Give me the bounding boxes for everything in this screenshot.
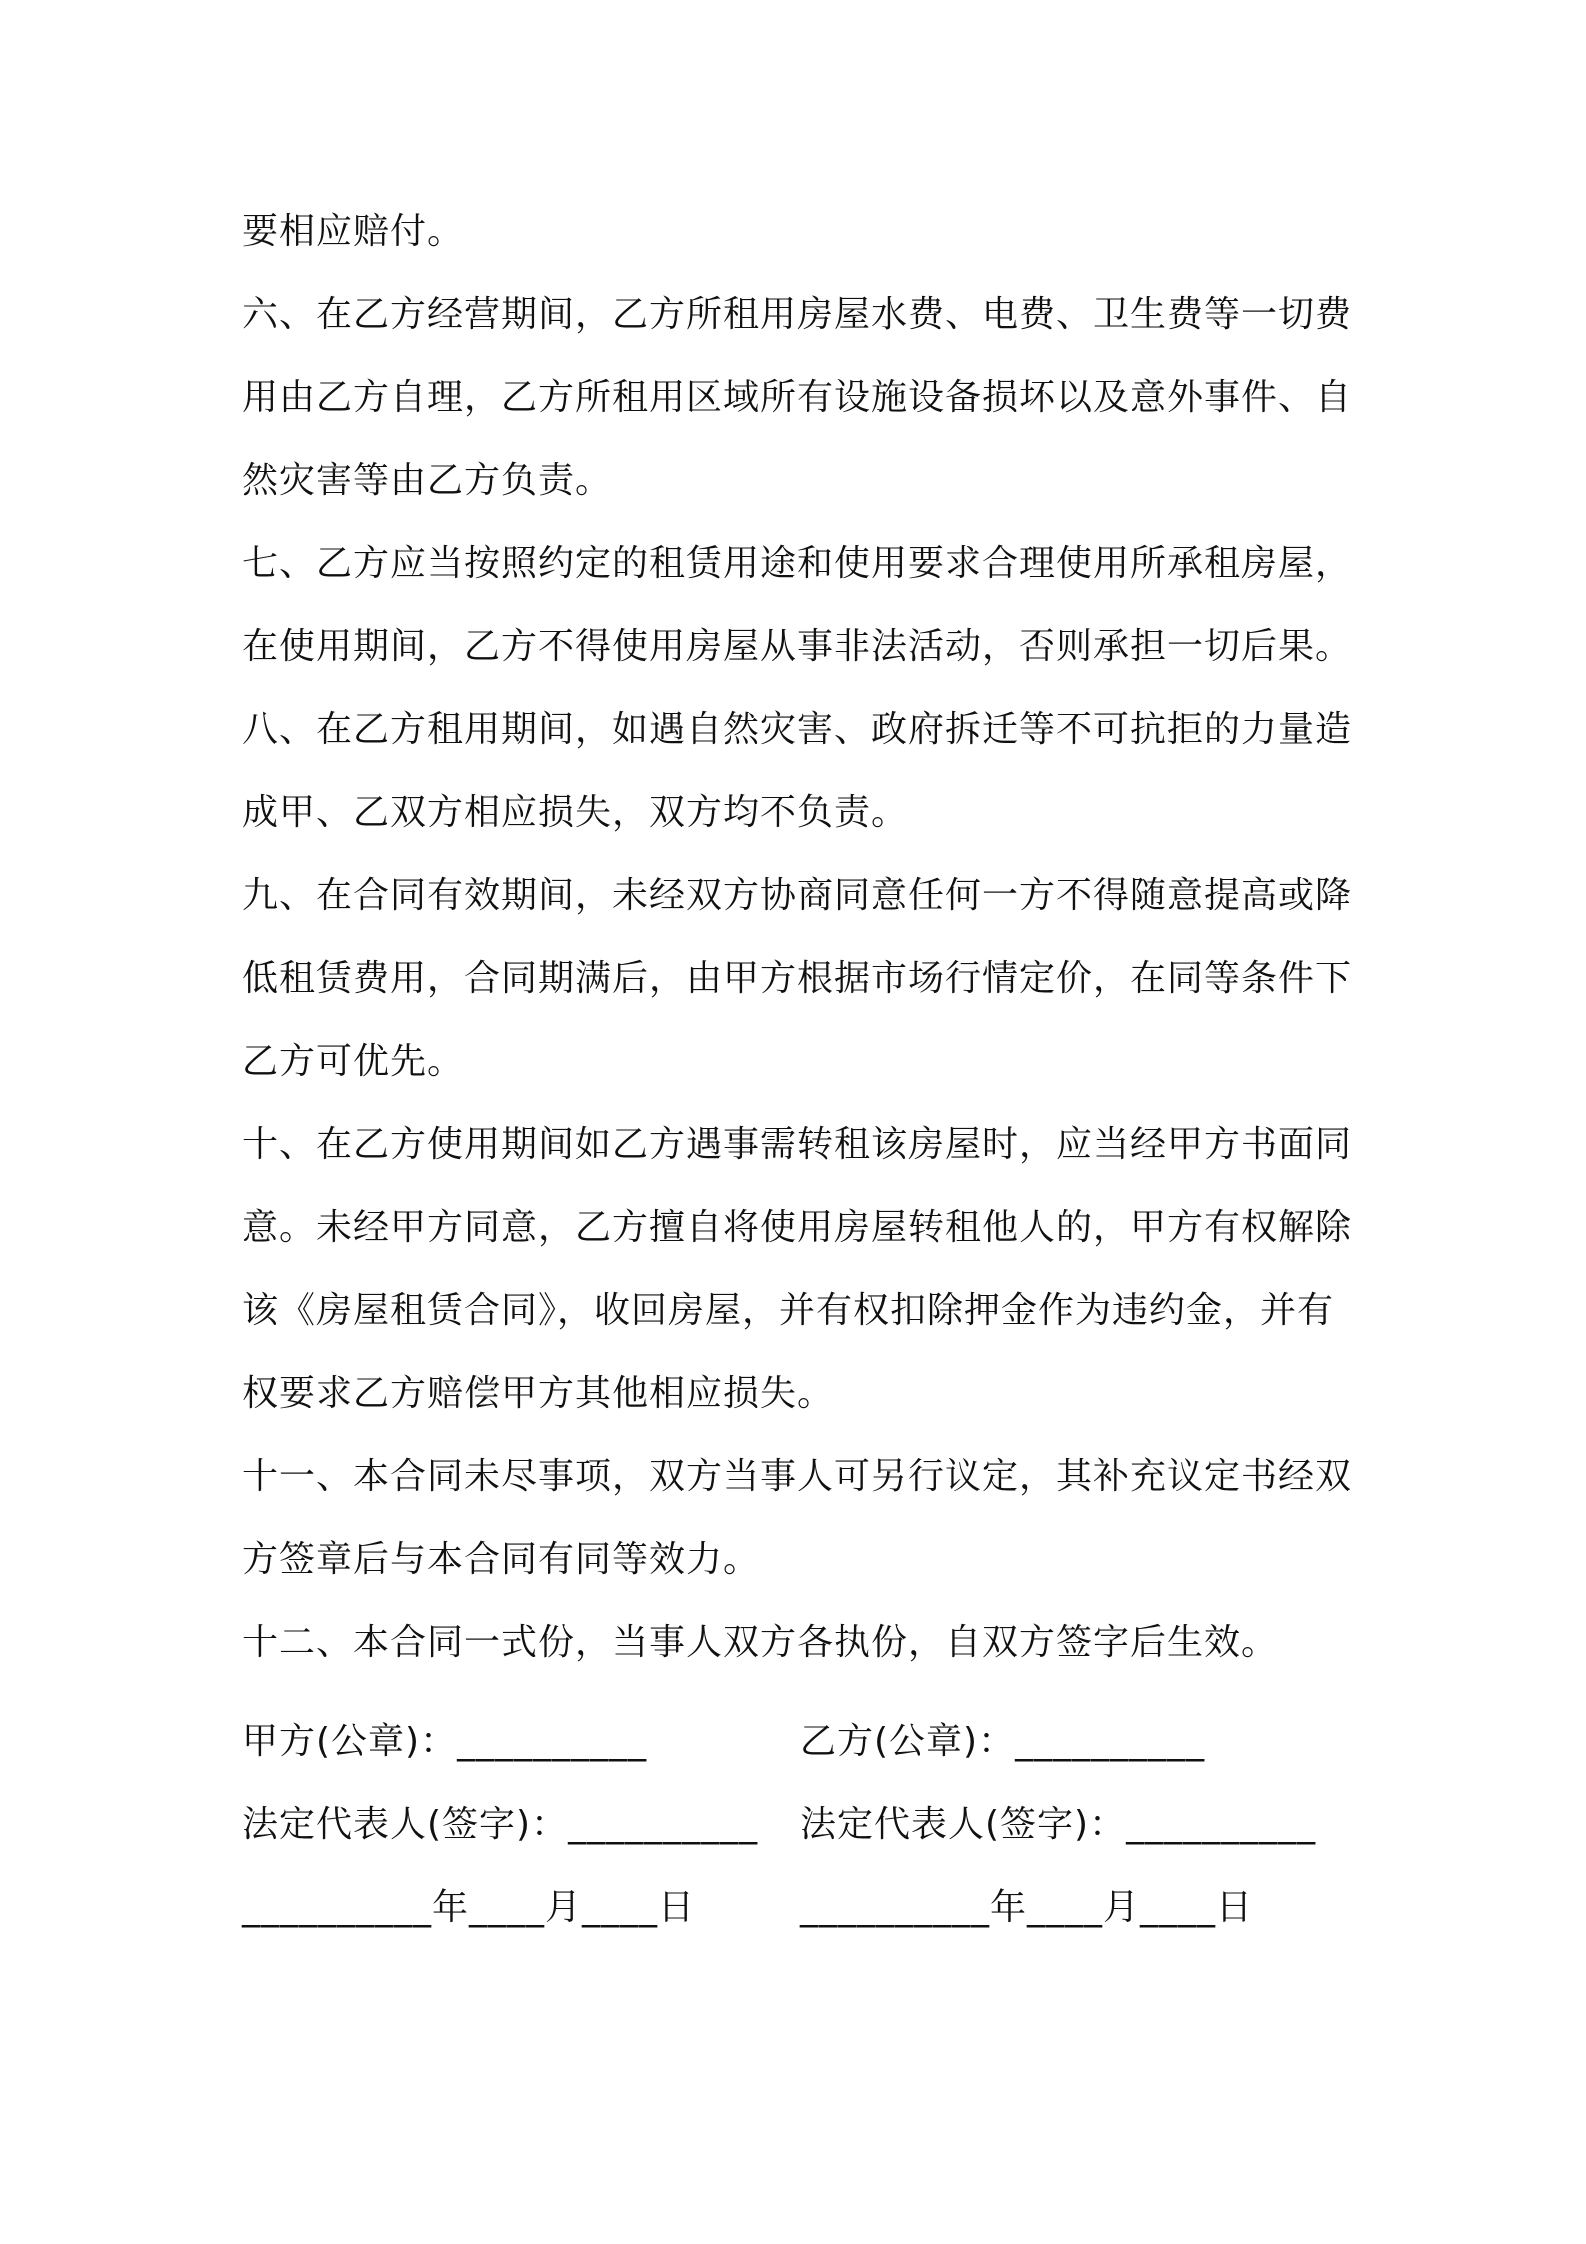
contract-body — [242, 190, 1362, 1684]
representative-row — [242, 1783, 1362, 1866]
party-a-seal-field: 甲方(公章)：__________ — [242, 1721, 648, 1762]
clause-12: 十二、本合同一式份，当事人双方各执份，自双方签字后生效。 — [242, 1622, 1279, 1663]
party-b-seal-field: 乙方(公章)：__________ — [800, 1721, 1206, 1762]
seal-row — [242, 1700, 1362, 1783]
party-a-date-field: __________年____月____日 — [242, 1887, 695, 1928]
clause-10: 十、在乙方使用期间如乙方遇事需转租该房屋时，应当经甲方书面同意。未经甲方同意，乙方擅自将使用房屋转租他人的，甲方有权解除该《房屋租赁合同》，收回房屋，并有权扣除押金作为违约金，并有权要求乙方赔偿甲方其他相应损失。 — [242, 1124, 1353, 1414]
party-a-representative-field: 法定代表人(签字)：__________ — [242, 1804, 759, 1845]
signature-block — [242, 1700, 1362, 1949]
date-row — [242, 1866, 1362, 1949]
clause-7: 七、乙方应当按照约定的租赁用途和使用要求合理使用所承租房屋，在使用期间，乙方不得使用房屋从事非法活动，否则承担一切后果。 — [242, 543, 1353, 667]
clause-9: 九、在合同有效期间，未经双方协商同意任何一方不得随意提高或降低租赁费用，合同期满后，由甲方根据市场行情定价，在同等条件下乙方可优先。 — [242, 875, 1353, 1082]
clause-11: 十一、本合同未尽事项，双方当事人可另行议定，其补充议定书经双方签章后与本合同有同等效力。 — [242, 1456, 1353, 1580]
paragraph-continuation: 要相应赔付。 — [242, 211, 465, 252]
party-b-representative-field: 法定代表人(签字)：__________ — [800, 1804, 1317, 1845]
clause-8: 八、在乙方租用期间，如遇自然灾害、政府拆迁等不可抗拒的力量造成甲、乙双方相应损失，双方均不负责。 — [242, 709, 1353, 833]
party-b-date-field: __________年____月____日 — [800, 1887, 1253, 1928]
clause-6: 六、在乙方经营期间，乙方所租用房屋水费、电费、卫生费等一切费用由乙方自理，乙方所租用区域所有设施设备损坏以及意外事件、自然灾害等由乙方负责。 — [242, 294, 1353, 501]
